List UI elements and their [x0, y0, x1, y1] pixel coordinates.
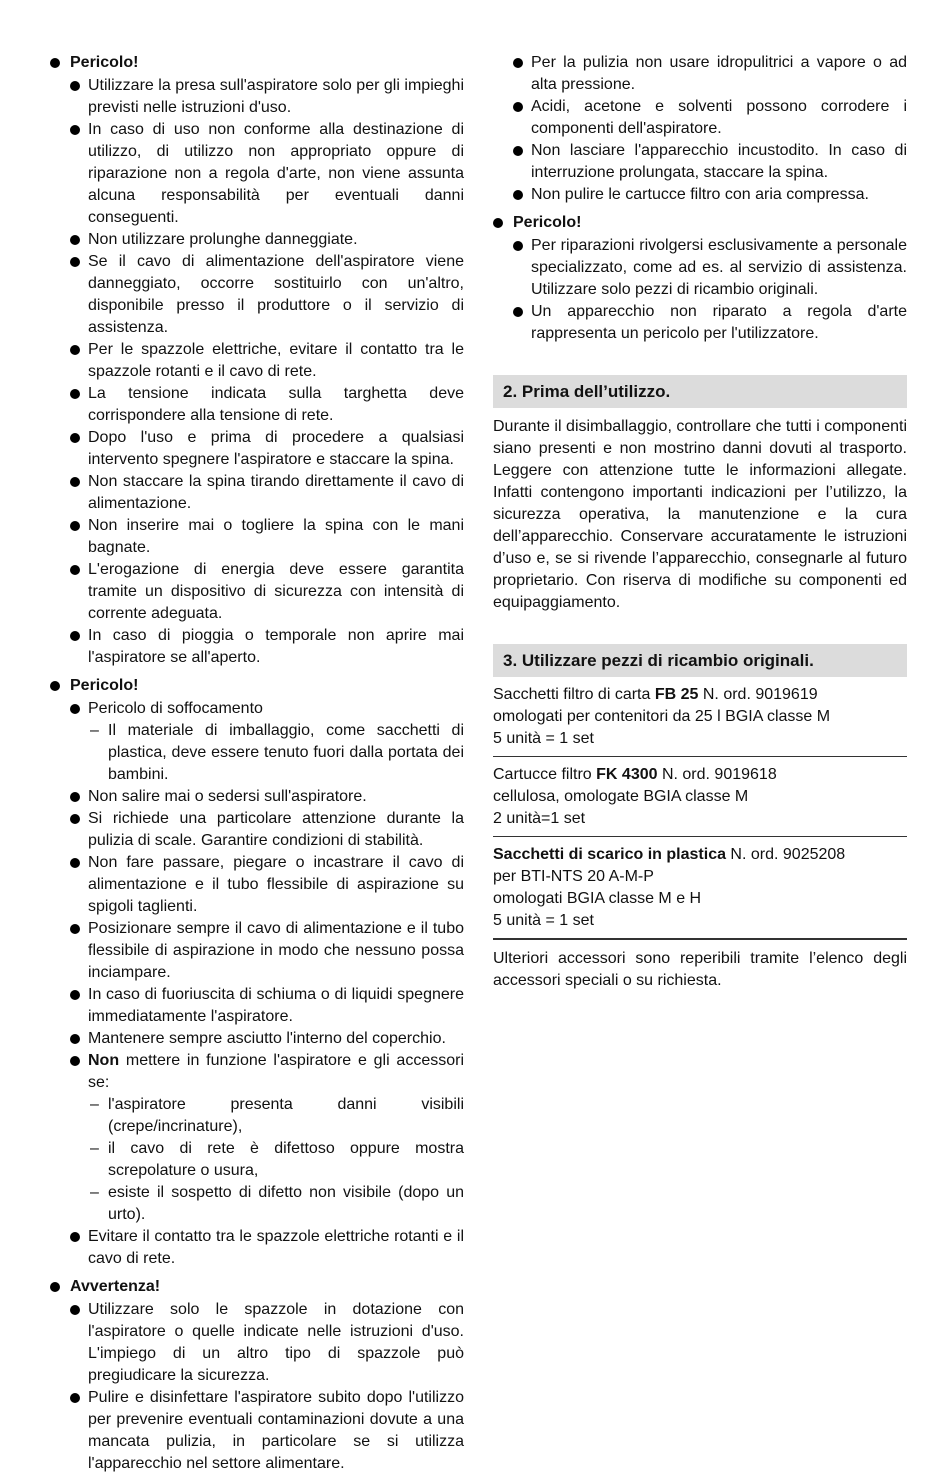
- list-item: In caso di uso non conforme alla destinazione di utilizzo, di utilizzo non appropriato oppure di riparazione non a regola d'arte, non viene assunta alcuna responsabilità per eventuali danni conseguenti.: [50, 119, 464, 229]
- bullet-icon: [513, 190, 523, 200]
- sub-list: [88, 1094, 464, 1226]
- list-item: In caso di fuoriuscita di schiuma o di liquidi spegnere immediatamente l'aspiratore.: [50, 984, 464, 1028]
- danger-heading: Pericolo!: [493, 212, 907, 234]
- bullet-icon: [513, 241, 523, 251]
- spare-part-entry: Sacchetti di scarico in plastica N. ord. 9025208 per BTI-NTS 20 A-M-P omologati BGIA classe M e H 5 unità = 1 set: [493, 837, 907, 939]
- sub-item: – esiste il sospetto di difetto non visibile (dopo un urto).: [88, 1182, 464, 1226]
- warning-list: [50, 1299, 464, 1475]
- bullet-icon: [50, 1282, 60, 1292]
- right-column: [493, 52, 907, 992]
- danger-list: [50, 698, 464, 1270]
- list-item: Utilizzare la presa sull'aspiratore solo per gli impieghi previsti nelle istruzioni d'uso.: [50, 75, 464, 119]
- bullet-icon: [50, 681, 60, 691]
- bullet-icon: [70, 125, 80, 135]
- bullet-icon: [70, 433, 80, 443]
- list-item: In caso di pioggia o temporale non aprire mai l'aspiratore se all'aperto.: [50, 625, 464, 669]
- sub-item: – il cavo di rete è difettoso oppure mostra screpolature o usura,: [88, 1138, 464, 1182]
- spare-part-entry: Sacchetti filtro di carta FB 25 N. ord. 9019619 omologati per contenitori da 25 l BGIA classe M 5 unità = 1 set: [493, 677, 907, 757]
- accessories-note: Ulteriori accessori sono reperibili tramite l’elenco degli accessori speciali o su richiesta.: [493, 939, 907, 992]
- list-item: Evitare il contatto tra le spazzole elettriche rotanti e il cavo di rete.: [50, 1226, 464, 1270]
- bullet-icon: [70, 477, 80, 487]
- bullet-icon: [513, 102, 523, 112]
- bullet-icon: [70, 1305, 80, 1315]
- list-item: Un apparecchio non riparato a regola d'arte rappresenta un pericolo per l'utilizzatore.: [493, 301, 907, 345]
- section-title-spare-parts: 3. Utilizzare pezzi di ricambio originali.: [493, 644, 907, 677]
- list-item: Non pulire le cartucce filtro con aria compressa.: [493, 184, 907, 206]
- list-item: Per le spazzole elettriche, evitare il contatto tra le spazzole rotanti e il cavo di rete.: [50, 339, 464, 383]
- list-item: Si richiede una particolare attenzione durante la pulizia di scale. Garantire condizioni di stabilità.: [50, 808, 464, 852]
- continued-list: [493, 52, 907, 206]
- bullet-icon: [513, 307, 523, 317]
- list-item: Non salire mai o sedersi sull'aspiratore.: [50, 786, 464, 808]
- bullet-icon: [70, 521, 80, 531]
- list-item: Non inserire mai o togliere la spina con le mani bagnate.: [50, 515, 464, 559]
- bullet-icon: [70, 1232, 80, 1242]
- spare-part-entry: Cartucce filtro FK 4300 N. ord. 9019618 cellulosa, omologate BGIA classe M 2 unità=1 set: [493, 757, 907, 837]
- part-code: FK 4300: [596, 766, 658, 783]
- bullet-icon: [70, 990, 80, 1000]
- section-paragraph: Durante il disimballaggio, controllare che tutti i componenti siano presenti e non mostrino danni dovuti al trasporto. Leggere con attenzione tutte le informazioni allegate. Infatti contengono importanti indicazioni per l’utilizzo, la sicurezza operativa, la manutenzione e la cura dell’apparecchio. Conservare accuratamente le istruzioni d’uso e, se si rivende l’apparecchio, consegnarle al futuro proprietario. Con riserva di modifiche su componenti ed equipaggiamento.: [493, 418, 907, 611]
- list-item: Non staccare la spina tirando direttamente il cavo di alimentazione.: [50, 471, 464, 515]
- sub-list: [88, 720, 464, 786]
- list-item: Acidi, acetone e solventi possono corrodere i componenti dell'aspiratore.: [493, 96, 907, 140]
- list-item: Non utilizzare prolunghe danneggiate.: [50, 229, 464, 251]
- bullet-icon: [70, 924, 80, 934]
- part-code: FB 25: [654, 686, 699, 703]
- danger-list: [50, 75, 464, 669]
- bullet-icon: [513, 146, 523, 156]
- section-title-before-use: 2. Prima dell’utilizzo.: [493, 375, 907, 408]
- bullet-icon: [70, 1056, 80, 1066]
- list-item: Dopo l'uso e prima di procedere a qualsiasi intervento spegnere l'aspiratore e staccare la spina.: [50, 427, 464, 471]
- sub-item: – l'aspiratore presenta danni visibili (crepe/incrinature),: [88, 1094, 464, 1138]
- bullet-icon: [50, 58, 60, 68]
- danger-list: [493, 235, 907, 345]
- list-item: La tensione indicata sulla targhetta deve corrispondere alla tensione di rete.: [50, 383, 464, 427]
- list-item: Posizionare sempre il cavo di alimentazione e il tubo flessibile di aspirazione in modo che nessuno possa inciampare.: [50, 918, 464, 984]
- emphasis: Non: [88, 1052, 120, 1069]
- list-item: Se il cavo di alimentazione dell'aspiratore viene danneggiato, occorre sostituirlo con un'altro, disponibile presso il produttore o il servizio di assistenza.: [50, 251, 464, 339]
- list-item: L'erogazione di energia deve essere garantita tramite un dispositivo di sicurezza con intensità di corrente adeguata.: [50, 559, 464, 625]
- list-item: Pulire e disinfettare l'aspiratore subito dopo l'utilizzo per prevenire eventuali contaminazioni dovute a una mancata pulizia, in particolare se si utilizza l'apparecchio nel settore alimentare.: [50, 1387, 464, 1475]
- bullet-icon: [70, 345, 80, 355]
- bullet-icon: [70, 235, 80, 245]
- bullet-icon: [70, 565, 80, 575]
- list-item: Non mettere in funzione l'aspiratore e gli accessori se: – l'aspiratore presenta danni visibili (crepe/incrinature), – il cavo di rete è difettoso oppure mostra screpolature o usura, – esiste il sospetto di difetto non visibile (dopo un urto).: [50, 1050, 464, 1226]
- danger-heading: Pericolo!: [50, 675, 464, 697]
- bullet-icon: [70, 1393, 80, 1403]
- bullet-icon: [70, 814, 80, 824]
- bullet-icon: [70, 792, 80, 802]
- bullet-icon: [513, 58, 523, 68]
- list-item: Per riparazioni rivolgersi esclusivamente a personale specializzato, come ad es. al servizio di assistenza. Utilizzare solo pezzi di ricambio originali.: [493, 235, 907, 301]
- part-code: Sacchetti di scarico in plastica: [493, 846, 726, 863]
- list-item: Pericolo di soffocamento – Il materiale di imballaggio, come sacchetti di plastica, deve essere tenuto fuori dalla portata dei bambini.: [50, 698, 464, 786]
- bullet-icon: [70, 858, 80, 868]
- bullet-icon: [70, 631, 80, 641]
- list-item: Non lasciare l'apparecchio incustodito. In caso di interruzione prolungata, staccare la spina.: [493, 140, 907, 184]
- danger-heading: Pericolo!: [50, 52, 464, 74]
- bullet-icon: [70, 1034, 80, 1044]
- left-column: [50, 52, 464, 1475]
- bullet-icon: [493, 218, 503, 228]
- sub-item: – Il materiale di imballaggio, come sacchetti di plastica, deve essere tenuto fuori dalla portata dei bambini.: [88, 720, 464, 786]
- bullet-icon: [70, 704, 80, 714]
- list-item: Per la pulizia non usare idropulitrici a vapore o ad alta pressione.: [493, 52, 907, 96]
- warning-heading: Avvertenza!: [50, 1276, 464, 1298]
- list-item: Mantenere sempre asciutto l'interno del coperchio.: [50, 1028, 464, 1050]
- list-item: Non fare passare, piegare o incastrare il cavo di alimentazione e il tubo flessibile di aspirazione su spigoli taglienti.: [50, 852, 464, 918]
- bullet-icon: [70, 389, 80, 399]
- bullet-icon: [70, 257, 80, 267]
- list-item: Utilizzare solo le spazzole in dotazione con l'aspiratore o quelle indicate nelle istruzioni d'uso. L'impiego di un altro tipo di spazzole può pregiudicare la sicurezza.: [50, 1299, 464, 1387]
- bullet-icon: [70, 81, 80, 91]
